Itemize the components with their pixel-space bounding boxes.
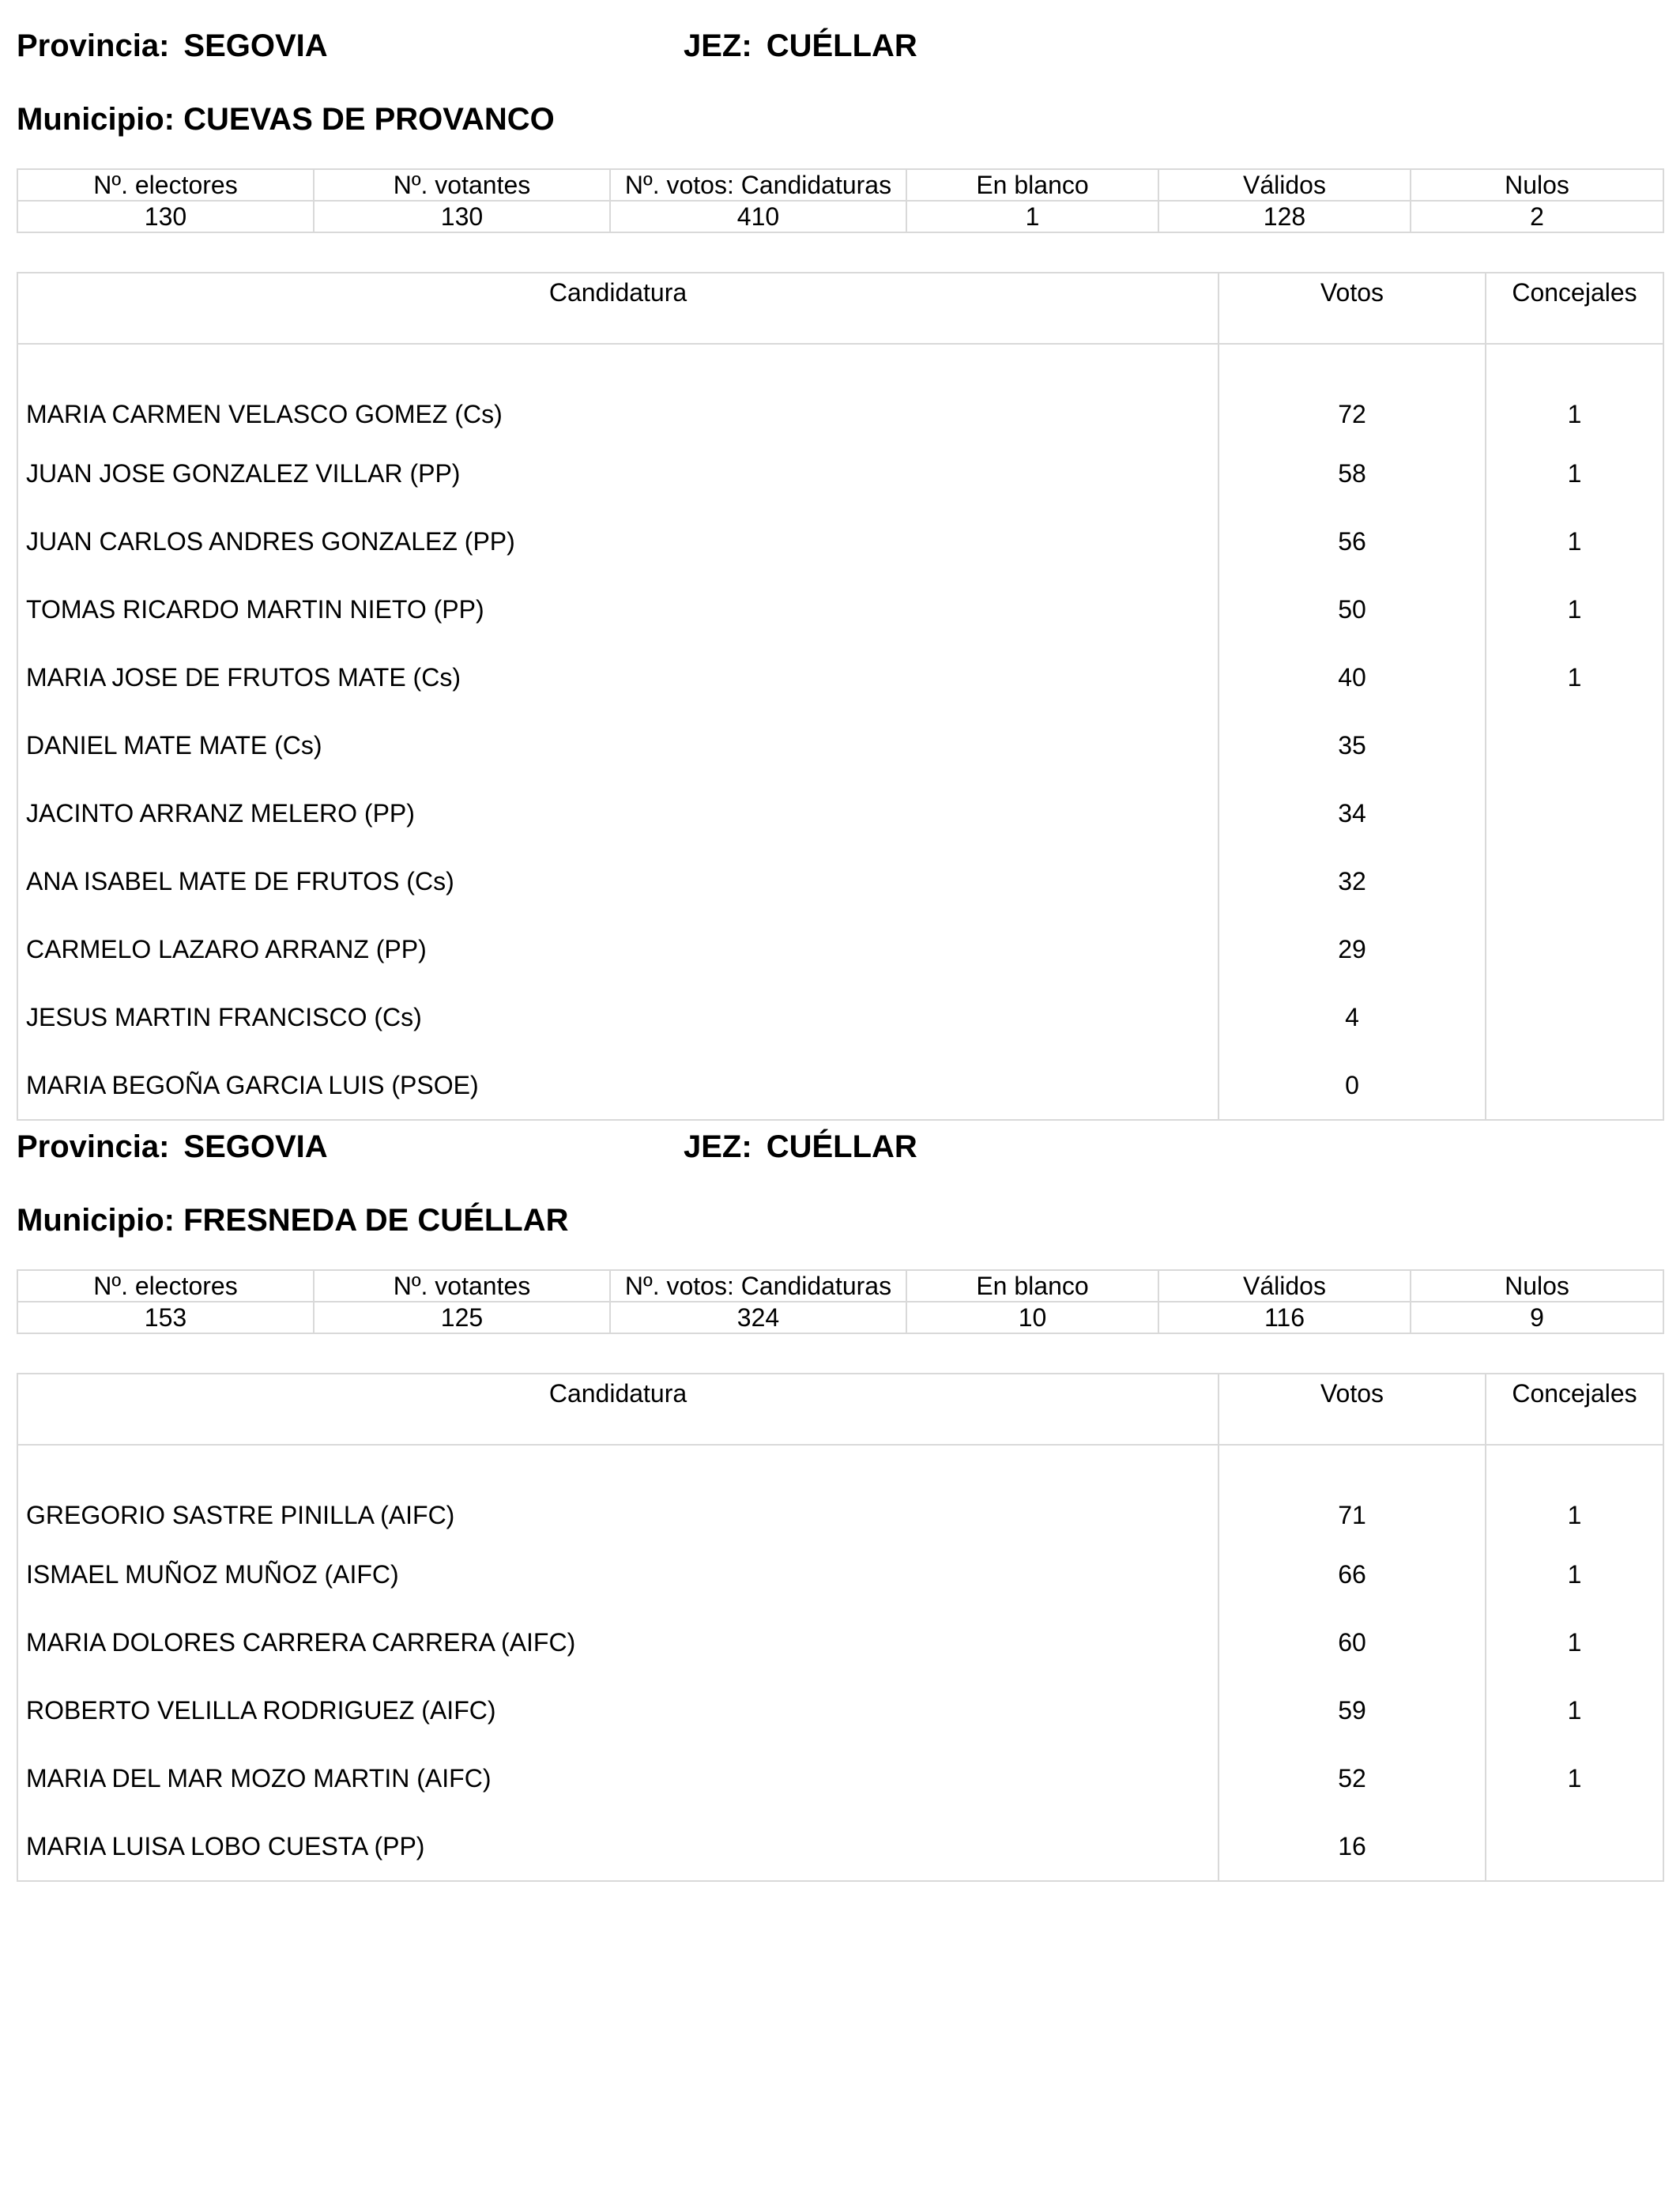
- table-row: [17, 507, 1663, 575]
- municipio-label: Municipio:: [17, 1203, 175, 1238]
- municipio-label: Municipio:: [17, 102, 175, 137]
- candidate-votos: 35: [1219, 711, 1486, 779]
- stats-value-row: [17, 1302, 1663, 1333]
- stats-header-cell: En blanco: [906, 169, 1158, 201]
- jez-line: [684, 1131, 917, 1163]
- candidates-header-row: [17, 273, 1663, 344]
- stats-header-cell: Nº. votos: Candidaturas: [610, 1270, 906, 1302]
- table-row: [17, 779, 1663, 847]
- candidate-name: CARMELO LAZARO ARRANZ (PP): [17, 915, 1219, 983]
- stats-value-cell: 130: [17, 201, 314, 232]
- provincia-label: Provincia:: [17, 28, 170, 63]
- municipio-line: [17, 1204, 569, 1236]
- candidates-table: [17, 272, 1664, 1121]
- candidate-votos: 59: [1219, 1676, 1486, 1744]
- jez-value: CUÉLLAR: [766, 1129, 917, 1164]
- stats-header-cell: Válidos: [1158, 169, 1411, 201]
- table-row: [17, 1744, 1663, 1812]
- provincia-line: [17, 1131, 328, 1163]
- stats-header-cell: Nº. electores: [17, 169, 314, 201]
- stats-header-cell: Nulos: [1411, 1270, 1663, 1302]
- candidate-concejales: 1: [1486, 1744, 1663, 1812]
- candidate-votos: 16: [1219, 1812, 1486, 1881]
- candidate-concejales: 1: [1486, 643, 1663, 711]
- col-header-candidatura: Candidatura: [17, 1374, 1219, 1445]
- candidate-concejales: 1: [1486, 1540, 1663, 1608]
- stats-header-cell: Válidos: [1158, 1270, 1411, 1302]
- candidates-header-row: [17, 1374, 1663, 1445]
- stats-header-cell: Nº. votos: Candidaturas: [610, 169, 906, 201]
- provincia-label: Provincia:: [17, 1129, 170, 1164]
- stats-value-cell: 2: [1411, 201, 1663, 232]
- candidate-votos: 32: [1219, 847, 1486, 915]
- stats-value-cell: 130: [314, 201, 610, 232]
- candidate-name: MARIA CARMEN VELASCO GOMEZ (Cs): [17, 344, 1219, 439]
- table-row: [17, 344, 1663, 439]
- stats-value-cell: 10: [906, 1302, 1158, 1333]
- jez-label: JEZ:: [684, 28, 752, 63]
- stats-value-cell: 9: [1411, 1302, 1663, 1333]
- candidate-concejales: 1: [1486, 1445, 1663, 1540]
- candidate-concejales: [1486, 711, 1663, 779]
- stats-value-cell: 153: [17, 1302, 314, 1333]
- stats-value-cell: 128: [1158, 201, 1411, 232]
- candidate-name: ROBERTO VELILLA RODRIGUEZ (AIFC): [17, 1676, 1219, 1744]
- table-row: [17, 643, 1663, 711]
- candidate-name: MARIA BEGOÑA GARCIA LUIS (PSOE): [17, 1051, 1219, 1120]
- provincia-value: SEGOVIA: [183, 28, 328, 63]
- stats-header-cell: Nº. electores: [17, 1270, 314, 1302]
- candidate-votos: 72: [1219, 344, 1486, 439]
- candidate-concejales: [1486, 779, 1663, 847]
- candidate-name: MARIA JOSE DE FRUTOS MATE (Cs): [17, 643, 1219, 711]
- candidate-concejales: 1: [1486, 575, 1663, 643]
- col-header-concejales: Concejales: [1486, 273, 1663, 344]
- table-row: [17, 1540, 1663, 1608]
- candidate-votos: 52: [1219, 1744, 1486, 1812]
- municipio-value: CUEVAS DE PROVANCO: [183, 102, 555, 137]
- stats-header-cell: En blanco: [906, 1270, 1158, 1302]
- stats-header-cell: Nº. votantes: [314, 1270, 610, 1302]
- candidate-concejales: 1: [1486, 1608, 1663, 1676]
- candidate-name: ANA ISABEL MATE DE FRUTOS (Cs): [17, 847, 1219, 915]
- table-row: [17, 1445, 1663, 1540]
- stats-value-cell: 116: [1158, 1302, 1411, 1333]
- stats-table: [17, 1269, 1664, 1334]
- stats-value-row: [17, 201, 1663, 232]
- provincia-value: SEGOVIA: [183, 1129, 328, 1164]
- candidate-name: GREGORIO SASTRE PINILLA (AIFC): [17, 1445, 1219, 1540]
- table-row: [17, 1676, 1663, 1744]
- candidate-name: JESUS MARTIN FRANCISCO (Cs): [17, 983, 1219, 1051]
- jez-label: JEZ:: [684, 1129, 752, 1164]
- stats-header-cell: Nº. votantes: [314, 169, 610, 201]
- table-row: [17, 439, 1663, 507]
- candidate-votos: 60: [1219, 1608, 1486, 1676]
- candidate-concejales: 1: [1486, 1676, 1663, 1744]
- stats-header-row: [17, 1270, 1663, 1302]
- candidate-votos: 40: [1219, 643, 1486, 711]
- candidate-name: ISMAEL MUÑOZ MUÑOZ (AIFC): [17, 1540, 1219, 1608]
- candidate-votos: 34: [1219, 779, 1486, 847]
- candidate-concejales: [1486, 1812, 1663, 1881]
- candidates-table: [17, 1373, 1664, 1882]
- candidate-votos: 50: [1219, 575, 1486, 643]
- table-row: [17, 1812, 1663, 1881]
- candidate-concejales: 1: [1486, 344, 1663, 439]
- table-row: [17, 915, 1663, 983]
- candidate-votos: 66: [1219, 1540, 1486, 1608]
- candidate-name: DANIEL MATE MATE (Cs): [17, 711, 1219, 779]
- table-row: [17, 1051, 1663, 1120]
- stats-value-cell: 125: [314, 1302, 610, 1333]
- candidate-votos: 56: [1219, 507, 1486, 575]
- municipio-value: FRESNEDA DE CUÉLLAR: [183, 1203, 569, 1238]
- candidate-concejales: [1486, 915, 1663, 983]
- candidate-name: MARIA DEL MAR MOZO MARTIN (AIFC): [17, 1744, 1219, 1812]
- col-header-votos: Votos: [1219, 1374, 1486, 1445]
- col-header-concejales: Concejales: [1486, 1374, 1663, 1445]
- table-row: [17, 711, 1663, 779]
- stats-value-cell: 1: [906, 201, 1158, 232]
- col-header-votos: Votos: [1219, 273, 1486, 344]
- candidate-concejales: 1: [1486, 507, 1663, 575]
- candidate-votos: 29: [1219, 915, 1486, 983]
- candidate-votos: 58: [1219, 439, 1486, 507]
- table-row: [17, 1608, 1663, 1676]
- provincia-line: [17, 30, 328, 62]
- candidate-name: JUAN JOSE GONZALEZ VILLAR (PP): [17, 439, 1219, 507]
- candidate-name: MARIA LUISA LOBO CUESTA (PP): [17, 1812, 1219, 1881]
- stats-table: [17, 168, 1664, 233]
- table-row: [17, 847, 1663, 915]
- candidate-votos: 71: [1219, 1445, 1486, 1540]
- candidate-name: TOMAS RICARDO MARTIN NIETO (PP): [17, 575, 1219, 643]
- candidate-concejales: [1486, 847, 1663, 915]
- candidate-concejales: [1486, 983, 1663, 1051]
- table-row: [17, 983, 1663, 1051]
- candidate-concejales: 1: [1486, 439, 1663, 507]
- candidate-name: JACINTO ARRANZ MELERO (PP): [17, 779, 1219, 847]
- candidate-votos: 4: [1219, 983, 1486, 1051]
- municipio-line: [17, 104, 555, 135]
- col-header-candidatura: Candidatura: [17, 273, 1219, 344]
- jez-line: [684, 30, 917, 62]
- table-row: [17, 575, 1663, 643]
- stats-header-row: [17, 169, 1663, 201]
- stats-value-cell: 410: [610, 201, 906, 232]
- stats-value-cell: 324: [610, 1302, 906, 1333]
- candidate-name: MARIA DOLORES CARRERA CARRERA (AIFC): [17, 1608, 1219, 1676]
- stats-header-cell: Nulos: [1411, 169, 1663, 201]
- candidate-concejales: [1486, 1051, 1663, 1120]
- candidate-name: JUAN CARLOS ANDRES GONZALEZ (PP): [17, 507, 1219, 575]
- candidate-votos: 0: [1219, 1051, 1486, 1120]
- jez-value: CUÉLLAR: [766, 28, 917, 63]
